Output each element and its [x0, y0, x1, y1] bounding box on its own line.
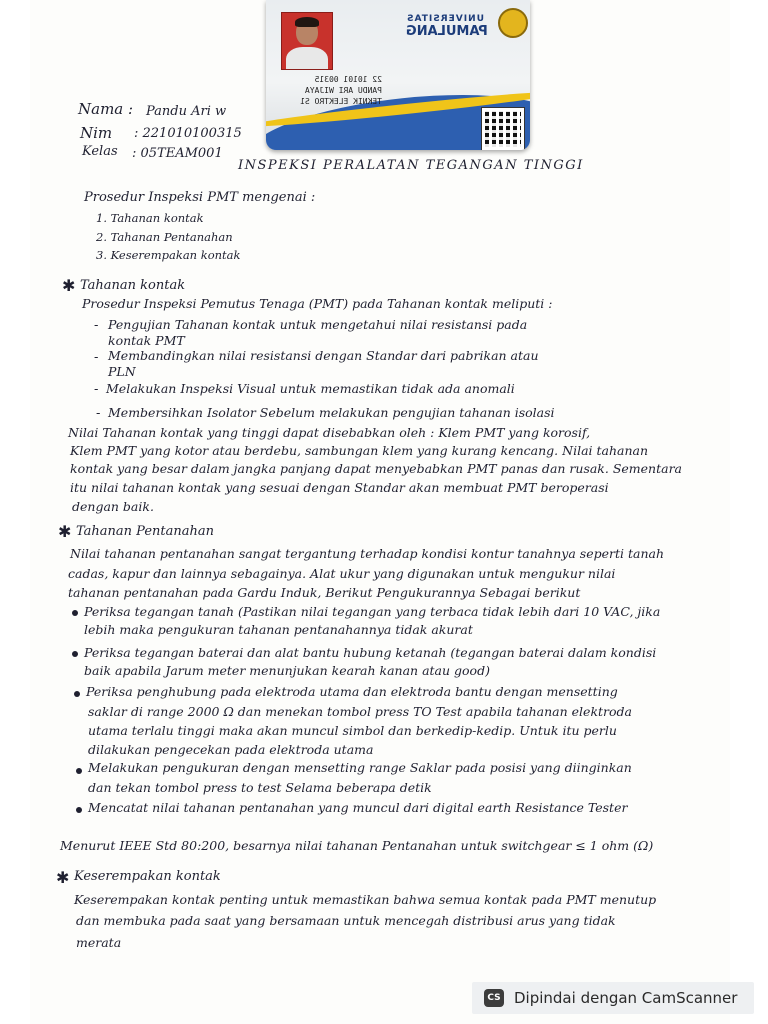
- student-photo: [281, 12, 333, 70]
- star-bullet-icon: ✱: [56, 868, 70, 887]
- section1-bullet: Membersihkan Isolator Sebelum melakukan pengujian tahanan isolasi: [108, 405, 555, 420]
- star-bullet-icon: ✱: [62, 276, 76, 295]
- qr-code-icon: [482, 108, 524, 150]
- card-id-number: 22 10101 00315: [314, 75, 382, 84]
- camscanner-text: Dipindai dengan CamScanner: [514, 989, 738, 1007]
- section2-para-line: Nilai tahanan pentanahan sangat tergantung terhadap kondisi kontur tanahnya seperti tanah: [70, 546, 665, 561]
- card-id-major: TEKNIK ELEKTRO S1: [300, 97, 382, 106]
- intro-item: 1. Tahanan kontak: [96, 211, 204, 225]
- bullet-dot-icon: [72, 651, 78, 657]
- section1-para-line: Klem PMT yang kotor atau berdebu, sambungan klem yang kurang kencang. Nilai tahanan: [70, 443, 649, 458]
- nim-value: : 221010100315: [134, 126, 242, 141]
- section3-para-line: merata: [76, 935, 122, 950]
- section2-bullet: Periksa tegangan tanah (Pastikan nilai tegangan yang terbaca tidak lebih dari 10 VAC, jika: [84, 604, 661, 619]
- section2-bullet: saklar di range 2000 Ω dan menekan tombol press TO Test apabila tahanan elektroda: [88, 704, 633, 719]
- section2-heading: Tahanan Pentanahan: [76, 524, 214, 539]
- nama-label: Nama :: [78, 100, 134, 118]
- intro-item: 2. Tahanan Pentanahan: [96, 230, 233, 244]
- section1-bullet: Membandingkan nilai resistansi dengan Standar dari pabrikan atau: [108, 348, 539, 363]
- university-line2: PAMULANG: [406, 24, 488, 39]
- bullet-dot-icon: [72, 610, 78, 616]
- section2-bullet: dilakukan pengecekan pada elektroda utama: [88, 742, 374, 757]
- section2-bullet: Melakukan pengukuran dengan mensetting range Saklar pada posisi yang diinginkan: [88, 760, 632, 775]
- university-logo-icon: [498, 8, 528, 38]
- section2-bullet: Periksa penghubung pada elektroda utama dan elektroda bantu dengan mensetting: [86, 684, 618, 699]
- section1-bullet: Pengujian Tahanan kontak untuk mengetahui nilai resistansi pada: [108, 317, 528, 332]
- section1-para-line: itu nilai tahanan kontak yang sesuai dengan Standar akan membuat PMT beroperasi: [70, 480, 609, 495]
- student-id-card: [266, 0, 530, 150]
- bullet-dot-icon: [76, 807, 82, 813]
- university-line1: UNIVERSITAS: [406, 14, 484, 24]
- section1-lead: Prosedur Inspeksi Pemutus Tenaga (PMT) pada Tahanan kontak meliputi :: [82, 296, 553, 311]
- dash-bullet-icon: -: [94, 318, 99, 333]
- bullet-dot-icon: [76, 768, 82, 774]
- camscanner-watermark: [472, 982, 754, 1014]
- ieee-note: Menurut IEEE Std 80:200, besarnya nilai tahanan Pentanahan untuk switchgear ≤ 1 ohm (Ω): [60, 838, 654, 853]
- nim-label: Nim: [80, 124, 113, 142]
- section2-bullet: Mencatat nilai tahanan pentanahan yang muncul dari digital earth Resistance Tester: [88, 800, 628, 815]
- section1-heading: Tahanan kontak: [80, 278, 186, 293]
- nama-value: Pandu Ari w: [146, 104, 227, 119]
- camscanner-logo-icon: CS: [484, 989, 504, 1007]
- section3-para-line: Keserempakan kontak penting untuk memastikan bahwa semua kontak pada PMT menutup: [74, 892, 657, 907]
- dash-bullet-icon: -: [94, 350, 99, 365]
- section1-para-line: Nilai Tahanan kontak yang tinggi dapat disebabkan oleh : Klem PMT yang korosif,: [68, 425, 591, 440]
- university-name: [406, 14, 496, 39]
- section2-bullet: lebih maka pengukuran tahanan pentanahannya tidak akurat: [84, 622, 473, 637]
- dash-bullet-icon: -: [94, 382, 99, 397]
- star-bullet-icon: ✱: [58, 522, 72, 541]
- card-id-text: [282, 74, 382, 107]
- section2-para-line: cadas, kapur dan lainnya sebagainya. Alat ukur yang digunakan untuk mengukur nilai: [68, 566, 616, 581]
- intro-item: 3. Keserempakan kontak: [96, 248, 241, 262]
- section3-para-line: dan membuka pada saat yang bersamaan untuk mencegah distribusi arus yang tidak: [76, 913, 616, 928]
- section1-para-line: dengan baik.: [72, 499, 154, 514]
- section1-para-line: kontak yang besar dalam jangka panjang dapat menyebabkan PMT panas dan rusak. Sementara: [70, 461, 682, 476]
- section2-bullet: dan tekan tombol press to test Selama beberapa detik: [88, 780, 432, 795]
- section1-bullet: kontak PMT: [108, 333, 185, 348]
- section3-heading: Keserempakan kontak: [74, 869, 221, 884]
- section2-bullet: utama terlalu tinggi maka akan muncul simbol dan berkedip-kedip. Untuk itu perlu: [88, 723, 617, 738]
- section1-bullet: Melakukan Inspeksi Visual untuk memastikan tidak ada anomali: [106, 381, 515, 396]
- section1-bullet: PLN: [108, 364, 136, 379]
- section2-bullet: baik apabila Jarum meter menunjukan kearah kanan atau good): [84, 663, 490, 678]
- page-title: INSPEKSI PERALATAN TEGANGAN TINGGI: [238, 158, 584, 173]
- kelas-label: Kelas: [82, 144, 118, 159]
- intro-heading: Prosedur Inspeksi PMT mengenai :: [84, 190, 316, 205]
- section2-bullet: Periksa tegangan baterai dan alat bantu hubung ketanah (tegangan baterai dalam kondisi: [84, 645, 657, 660]
- card-id-name: PANDU ARI WIJAYA: [304, 86, 382, 95]
- bullet-dot-icon: [74, 691, 80, 697]
- kelas-value: : 05TEAM001: [132, 146, 223, 161]
- section2-para-line: tahanan pentanahan pada Gardu Induk, Berikut Pengukurannya Sebagai berikut: [68, 585, 581, 600]
- dash-bullet-icon: -: [96, 406, 101, 421]
